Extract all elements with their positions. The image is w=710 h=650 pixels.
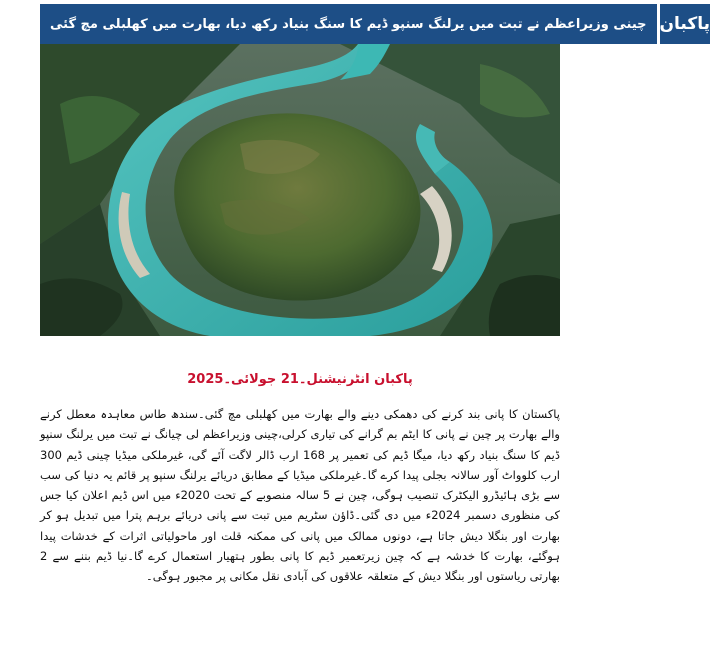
dateline: پاکبان انٹرنیشنل۔21 جولائی۔2025 (187, 372, 413, 387)
river-horseshoe-bend-image (40, 44, 560, 336)
headline: چینی وزیراعظم نے تبت میں یرلنگ سنپو ڈیم کا سنگ بنیاد رکھ دیا، بھارت میں کھلبلی مچ گئی (40, 4, 657, 44)
article-body: پاکستان کا پانی بند کرنے کی دھمکی دینے والے بھارت میں کھلبلی مچ گئی۔سندھ طاس معاہدہ معطل کرنے والے بھارت پر چین نے پانی کا ایٹم بم گرانے کی تیاری کرلی،چینی وزیراعظم لی چیانگ نے تبت میں یرلنگ سنپو ڈیم کا سنگ بنیاد رکھ دیا، میگا ڈیم کی تعمیر پر 168 ارب ڈالر لاگت آئے گی، غیرملکی میڈیا چینی ڈیم 300 ارب کلوواٹ آور سالانہ بجلی پیدا کرے گا۔غیرملکی میڈیا کے مطابق دریائے یرلنگ سنپو پر قائم یہ دنیا کی سب سے بڑی ہائیڈرو الیکٹرک تنصیب ہوگی، چین نے 5 سالہ منصوبے کے تحت 2020ء میں اس ڈیم اعلان کیا جس کی منظوری دسمبر 2024ء میں دی گئی۔ڈاؤن سٹریم میں تبت سے پانی دریائے برہم پترا میں تبدیل ہو کر بھارت اور بنگلا دیش جاتا ہے، دونوں ممالک میں پانی کی ممکنہ قلت اور ماحولیاتی اثرات کے خدشات پیدا ہوگئے، بھارت کا خدشہ ہے کہ چین زیرتعمیر ڈیم کا پانی بطور ہتھیار استعمال کرے گا۔نیا ڈیم بننے سے 2 بھارتی ریاستوں اور بنگلا دیش کے متعلقہ علاقوں کی آبادی نقل مکانی پر مجبور ہوگی۔ (40, 407, 560, 584)
river-photo (40, 44, 560, 336)
news-header (40, 4, 710, 44)
brand-logo: پاکبان (657, 4, 710, 44)
